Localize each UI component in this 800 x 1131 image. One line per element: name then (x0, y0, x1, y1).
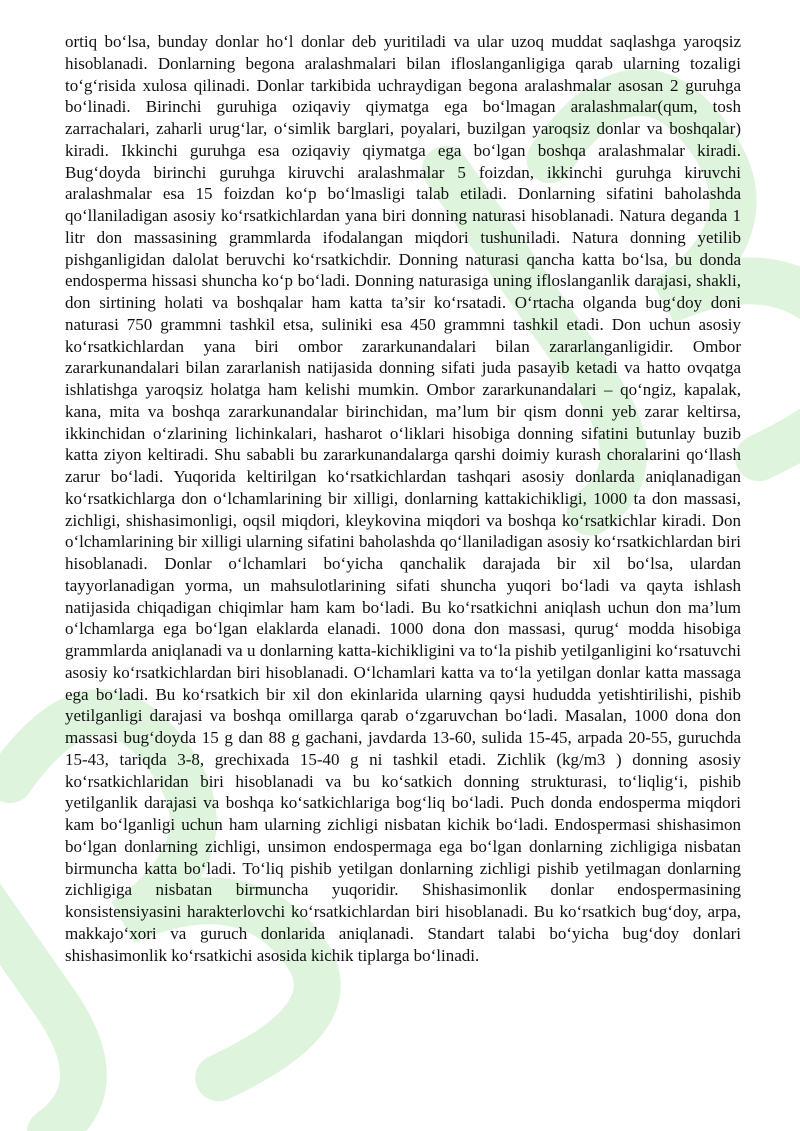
body-paragraph: ortiq bo‘lsa, bunday donlar ho‘l donlar deb yuritiladi va ular uzoq muddat saqlashga yaroqsiz hisoblanadi. Donlarning begona aralashmalari bilan ifloslanganligiga qarab ularning tozaligi to‘g‘risida xulosa qilinadi. Donlar tarkibida uchraydigan begona aralashmalar asosan 2 guruhga bo‘linadi. Birinchi guruhiga oziqaviy qiymatga ega bo‘lmagan aralashmalar(qum, tosh zarrachalari, zaharli urug‘lar, o‘simlik barglari, poyalari, buzilgan yaroqsiz donlar va boshqalar) kiradi. Ikkinchi guruhga esa oziqaviy qiymatga ega bo‘lgan boshqa aralashmalar kiradi. Bug‘doyda birinchi guruhga kiruvchi aralashmalar 5 foizdan, ikkinchi guruhga kiruvchi aralashmalar esa 15 foizdan ko‘p bo‘lmasligi talab etiladi. Donlarning sifatini baholashda qo‘llaniladigan asosiy ko‘rsatkichlardan yana biri donning naturasi hisoblanadi. Natura deganda 1 litr don massasining grammlarda ifodalangan miqdori tushuniladi. Natura donning yetilib pishganligidan dalolat beruvchi ko‘rsatkichdir. Donning naturasi qancha katta bo‘lsa, bu donda endosperma hissasi shuncha ko‘p bo‘ladi. Donning naturasiga uning ifloslanganlik darajasi, shakli, don sirtining holati va boshqalar ham katta ta’sir ko‘rsatadi. O‘rtacha olganda bug‘doy doni naturasi 750 grammni tashkil etsa, suliniki esa 450 grammni tashkil etadi. Don uchun asosiy ko‘rsatkichlardan yana biri ombor zararkunandalari bilan zararlanganligidir. Ombor zararkunandalari bilan zararlanish natijasida donning sifati juda pasayib ketadi va hatto ovqatga ishlatishga yaroqsiz holatga ham kelishi mumkin. Ombor zararkunandalari – qo‘ngiz, kapalak, kana, mita va boshqa zararkunandalar birinchidan, ma’lum bir qism donni yeb zarar keltirsa, ikkinchidan o‘zlarining lichinkalari, hasharot o‘liklari hisobiga donning sifatini butunlay buzib katta ziyon keltiradi. Shu sababli bu zararkunandalarga qarshi doimiy kurash choralarini qo‘llash zarur bo‘ladi. Yuqorida keltirilgan ko‘rsatkichlardan tashqari asosiy donlarda aniqlanadigan ko‘rsatkichlarga don o‘lchamlarining bir xilligi, donlarning kattakichikligi, 1000 ta don massasi, zichligi, shishasimonligi, oqsil miqdori, kleykovina miqdori va boshqa ko‘rsatkichlar kiradi. Don o‘lchamlarining bir xilligi ularning sifatini baholashda qo‘llaniladigan asosiy ko‘rsatkichlardan biri hisoblanadi. Donlar o‘lchamlari bo‘yicha qanchalik darajada bir xil bo‘lsa, ulardan tayyorlanadigan yorma, un mahsulotlarining sifati shuncha yuqori bo‘ladi va qayta ishlash natijasida chiqadigan chiqimlar ham kam bo‘ladi. Bu ko‘rsatkichni aniqlash uchun don ma’lum o‘lchamlarga ega bo‘lgan elaklarda elanadi. 1000 dona don massasi, qurug‘ modda hisobiga grammlarda aniqlanadi va u donlarning katta-kichikligini va to‘la pishib yetilganligini ko‘rsatuvchi asosiy ko‘rsatkichlardan biri hisoblanadi. O‘lchamlari katta va to‘la yetilgan donlar katta massaga ega bo‘ladi. Bu ko‘rsatkich bir xil don ekinlarida ularning qaysi hududda yetishtirilishi, pishib yetilganligi darajasi va boshqa omillarga qarab o‘zgaruvchan bo‘ladi. Masalan, 1000 dona don massasi bug‘doyda 15 g dan 88 g gachani, javdarda 13-60, sulida 15-45, arpada 20-55, guruchda 15-43, tariqda 3-8, grechixada 15-40 g ni tashkil etadi. Zichlik (kg/m3 ) donning asosiy ko‘rsatkichlaridan biri hisoblanadi va bu ko‘satkich donning strukturasi, to‘liqlig‘i, pishib yetilganlik darajasi va boshqa ko‘satkichlariga bog‘liq bo‘ladi. Puch donda endosperma miqdori kam bo‘lganligi uchun ham ularning zichligi nisbatan kichik bo‘ladi. Endospermasi shishasimon bo‘lgan donlarning zichligi, unsimon endospermaga ega bo‘lgan donlarning zichligiga nisbatan birmuncha katta bo‘ladi. To‘liq pishib yetilgan donlarning zichligi pishib yetilmagan donlarning zichligiga nisbatan birmuncha yuqoridir. Shishasimonlik donlar endospermasining konsistensiyasini harakterlovchi ko‘rsatkichlardan biri hisoblanadi. Bu ko‘rsatkich bug‘doy, arpa, makkajo‘xori va guruch donlarida aniqlanadi. Standart talabi bo‘yicha bug‘doy donlari shishasimonlik ko‘rsatkichi asosida kichik tiplarga bo‘linadi. (65, 32, 741, 965)
document-body (65, 31, 741, 966)
